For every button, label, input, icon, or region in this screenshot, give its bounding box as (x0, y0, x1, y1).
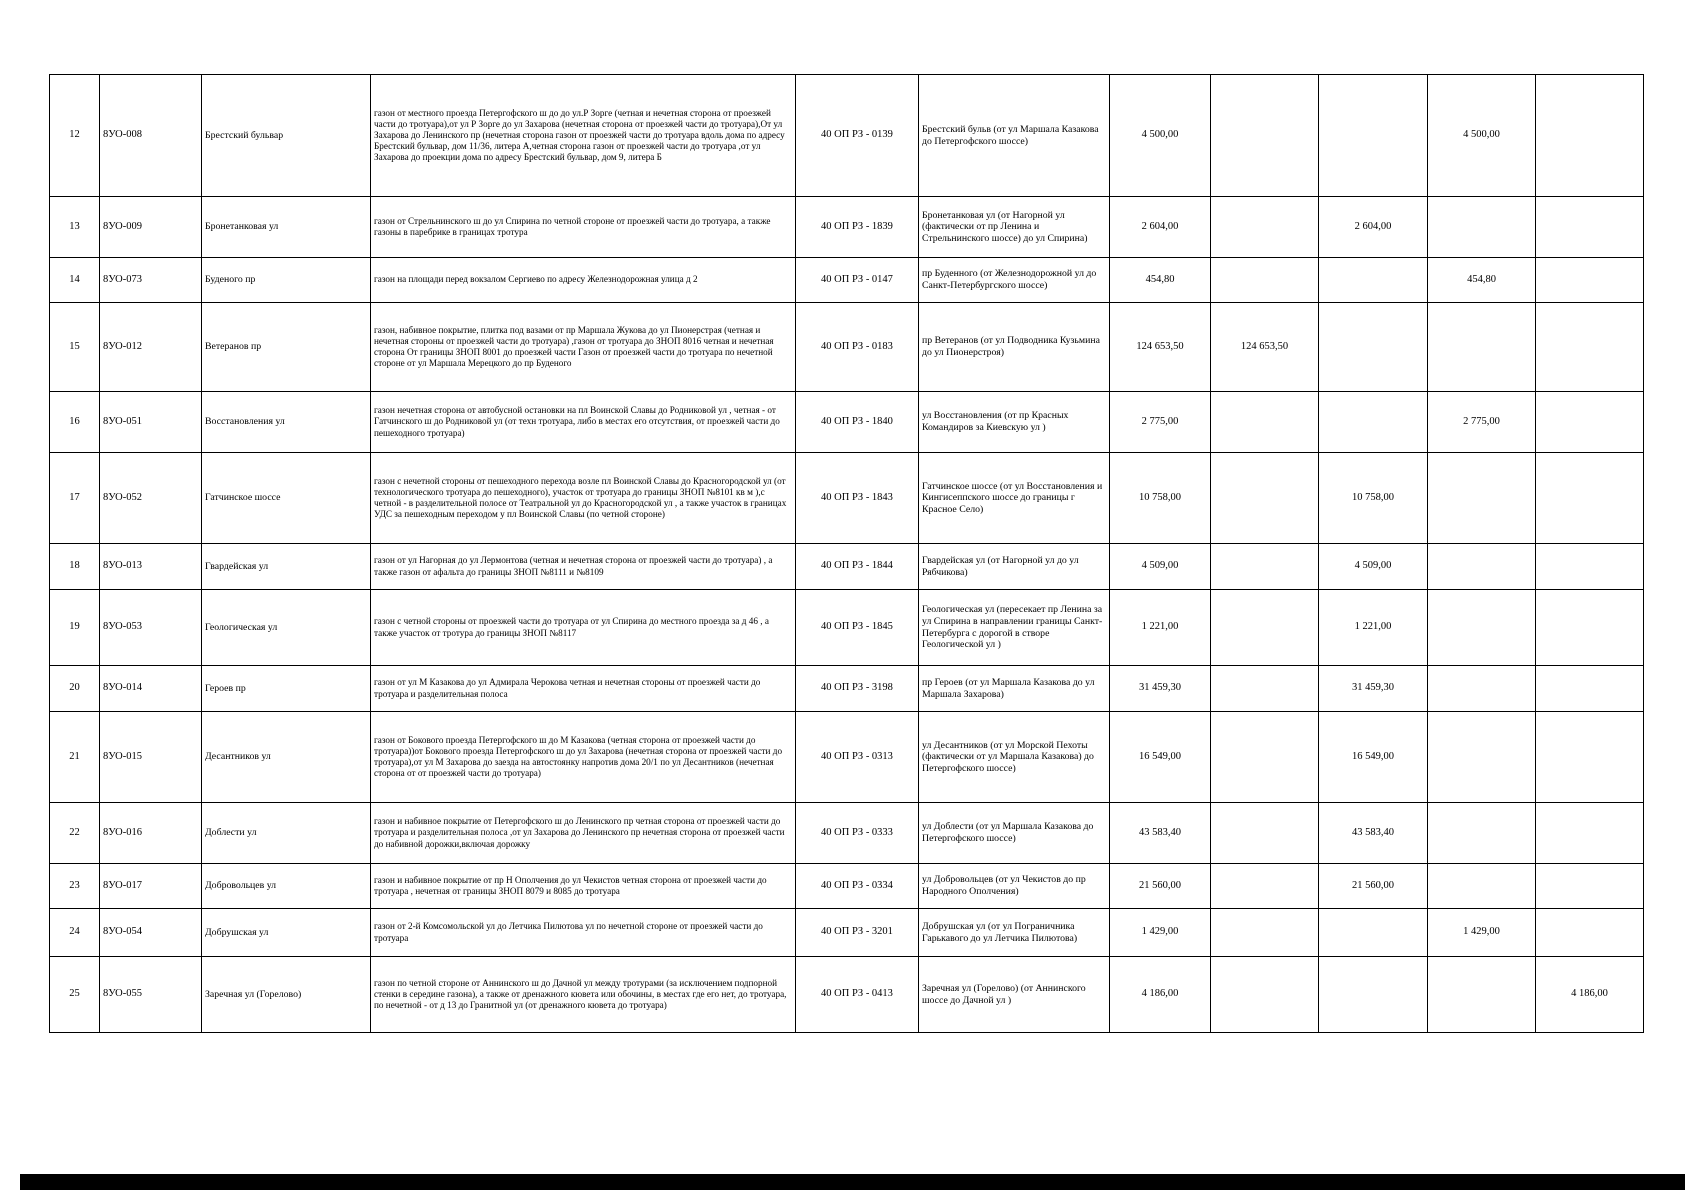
area-col-3 (1428, 303, 1536, 392)
table-row (50, 590, 1644, 666)
road-object: ул Десантников (от ул Морской Пехоты (фактически от ул Маршала Казакова) до Петергофского шоссе) (919, 712, 1110, 803)
area-col-3 (1428, 197, 1536, 258)
area-total: 1 429,00 (1110, 909, 1211, 957)
area-col-1 (1211, 957, 1319, 1033)
area-col-3 (1428, 803, 1536, 864)
table-row (50, 712, 1644, 803)
area-col-4 (1536, 590, 1644, 666)
area-total: 16 549,00 (1110, 712, 1211, 803)
object-code: 8УО-014 (100, 666, 202, 712)
area-col-4 (1536, 392, 1644, 453)
area-col-1 (1211, 590, 1319, 666)
area-total: 4 186,00 (1110, 957, 1211, 1033)
road-object: Брестский бульв (от ул Маршала Казакова до Петергофского шоссе) (919, 75, 1110, 197)
area-col-2 (1319, 392, 1428, 453)
road-object: Добрушская ул (от ул Пограничника Гарькавого до ул Летчика Пилютова) (919, 909, 1110, 957)
object-code: 8УО-055 (100, 957, 202, 1033)
lawn-description: газон с четной стороны от проезжей части до тротуара от ул Спирина до местного проезда за д 46 , а также участок от тротура до границы ЗНОП №8117 (371, 590, 796, 666)
object-code: 8УО-008 (100, 75, 202, 197)
table-row (50, 303, 1644, 392)
lawn-description: газон на площади перед вокзалом Сергиево по адресу Железнодорожная улица д 2 (371, 258, 796, 303)
area-total: 43 583,40 (1110, 803, 1211, 864)
registry-number: 40 ОП РЗ - 3201 (796, 909, 919, 957)
road-object: ул Доблести (от ул Маршала Казакова до Петергофского шоссе) (919, 803, 1110, 864)
row-number: 12 (50, 75, 100, 197)
area-col-1 (1211, 909, 1319, 957)
lawn-description: газон с нечетной стороны от пешеходного перехода возле пл Воинской Славы до Красногородской ул (от технологического тротуара до пешеходного), участок от тротуара до границы ЗНОП №8101 кв м ),с четной - в разделительной полосе от Театральной ул до Красногородской ул , а также участок в границах УДС за пешеходным переходом у пл Воинской Славы (по четной стороне) (371, 453, 796, 544)
table-row (50, 909, 1644, 957)
area-col-1 (1211, 666, 1319, 712)
area-col-3: 2 775,00 (1428, 392, 1536, 453)
street-name: Героев пр (202, 666, 371, 712)
table-row (50, 453, 1644, 544)
area-col-2: 16 549,00 (1319, 712, 1428, 803)
area-col-3: 454,80 (1428, 258, 1536, 303)
area-col-4 (1536, 544, 1644, 590)
page-footer-bar (20, 1174, 1685, 1190)
area-col-3 (1428, 453, 1536, 544)
area-total: 4 509,00 (1110, 544, 1211, 590)
row-number: 20 (50, 666, 100, 712)
area-col-4 (1536, 75, 1644, 197)
area-col-2 (1319, 909, 1428, 957)
table-row (50, 197, 1644, 258)
area-col-3: 4 500,00 (1428, 75, 1536, 197)
street-name: Добрушская ул (202, 909, 371, 957)
object-code: 8УО-009 (100, 197, 202, 258)
street-name: Восстановления ул (202, 392, 371, 453)
registry-number: 40 ОП РЗ - 0183 (796, 303, 919, 392)
area-col-1 (1211, 75, 1319, 197)
area-col-4 (1536, 453, 1644, 544)
lawn-description: газон от ул Нагорная до ул Лермонтова (четная и нечетная сторона от проезжей части до тротуара) , а также газон от афальта до границы ЗНОП №8111 и №8109 (371, 544, 796, 590)
table-row (50, 864, 1644, 909)
area-col-3 (1428, 544, 1536, 590)
area-col-4 (1536, 197, 1644, 258)
area-col-2: 21 560,00 (1319, 864, 1428, 909)
registry-number: 40 ОП РЗ - 0413 (796, 957, 919, 1033)
row-number: 19 (50, 590, 100, 666)
object-code: 8УО-015 (100, 712, 202, 803)
area-col-1 (1211, 544, 1319, 590)
registry-number: 40 ОП РЗ - 1845 (796, 590, 919, 666)
area-col-1 (1211, 864, 1319, 909)
table-row (50, 803, 1644, 864)
street-name: Заречная ул (Горелово) (202, 957, 371, 1033)
street-name: Добровольцев ул (202, 864, 371, 909)
area-total: 124 653,50 (1110, 303, 1211, 392)
area-col-2: 2 604,00 (1319, 197, 1428, 258)
object-code: 8УО-052 (100, 453, 202, 544)
area-col-3: 1 429,00 (1428, 909, 1536, 957)
row-number: 23 (50, 864, 100, 909)
lawn-description: газон, набивное покрытие, плитка под вазами от пр Маршала Жукова до ул Пионерстрая (четная и нечетная стороны от проезжей части до тротуара) ,газон от тротуара до ЗНОП 8016 четная и нечетная сторона От границы ЗНОП 8001 до проезжей части Газон от проезжей части до тротуара по нечетной стороне от ул Маршала Мерецкого до пр Буденого (371, 303, 796, 392)
road-object: ул Восстановления (от пр Красных Командиров за Киевскую ул ) (919, 392, 1110, 453)
road-object: Заречная ул (Горелово) (от Аннинского шоссе до Дачной ул ) (919, 957, 1110, 1033)
area-col-4 (1536, 712, 1644, 803)
row-number: 18 (50, 544, 100, 590)
row-number: 21 (50, 712, 100, 803)
street-name: Буденого пр (202, 258, 371, 303)
area-total: 1 221,00 (1110, 590, 1211, 666)
row-number: 17 (50, 453, 100, 544)
area-col-3 (1428, 957, 1536, 1033)
area-col-1 (1211, 712, 1319, 803)
road-object: Геологическая ул (пересекает пр Ленина за ул Спирина в направлении границы Санкт-Петербурга с дорогой в створе Геологической ул ) (919, 590, 1110, 666)
area-col-1 (1211, 258, 1319, 303)
registry-number: 40 ОП РЗ - 1839 (796, 197, 919, 258)
row-number: 16 (50, 392, 100, 453)
area-col-2: 31 459,30 (1319, 666, 1428, 712)
object-code: 8УО-012 (100, 303, 202, 392)
street-name: Бронетанковая ул (202, 197, 371, 258)
area-col-4 (1536, 303, 1644, 392)
road-object: Гатчинское шоссе (от ул Восстановления и Кингисеппского шоссе до границы г Красное Село) (919, 453, 1110, 544)
area-total: 2 775,00 (1110, 392, 1211, 453)
object-code: 8УО-073 (100, 258, 202, 303)
area-col-3 (1428, 666, 1536, 712)
area-col-1 (1211, 803, 1319, 864)
registry-number: 40 ОП РЗ - 0147 (796, 258, 919, 303)
area-col-4: 4 186,00 (1536, 957, 1644, 1033)
area-col-2: 1 221,00 (1319, 590, 1428, 666)
area-col-2: 4 509,00 (1319, 544, 1428, 590)
area-col-2 (1319, 957, 1428, 1033)
lawn-description: газон от местного проезда Петергофского ш до до ул.Р Зорге (четная и нечетная сторона от проезжей части до тротуара),от ул Р Зорге до ул Захарова (нечетная сторона от проезжей части до тротуара),От ул Захарова до Ленинского пр (нечетная сторона газон от проезжей части до тротуара вдоль дома по адресу Брестский бульвар, дом 11/36, литера А,четная сторона газон от проезжей части до тротуара ,от ул Захарова до проекции дома по адресу Брестский бульвар, дом 9, литера Б (371, 75, 796, 197)
street-name: Доблести ул (202, 803, 371, 864)
street-name: Брестский бульвар (202, 75, 371, 197)
lawn-description: газон по четной стороне от Аннинского ш до Дачной ул между тротурами (за исключением подпорной стенки в середине газона), а также от дренажного кювета или обочины, в местах где его нет, до тротуара, по нечетной - от д 13 до Гранитной ул (от дренажного кювета до тротуара) (371, 957, 796, 1033)
road-object: пр Героев (от ул Маршала Казакова до ул Маршала Захарова) (919, 666, 1110, 712)
row-number: 24 (50, 909, 100, 957)
lawn-description: газон нечетная сторона от автобусной остановки на пл Воинской Славы до Родниковой ул , четная - от Гатчинского ш до Родниковой ул (от техн тротуара, либо в местах его отсутствия, от проезжей части до пешеходного тротуара) (371, 392, 796, 453)
road-object: ул Добровольцев (от ул Чекистов до пр Народного Ополчения) (919, 864, 1110, 909)
road-object: пр Ветеранов (от ул Подводника Кузьмина до ул Пионерстроя) (919, 303, 1110, 392)
area-col-4 (1536, 864, 1644, 909)
registry-number: 40 ОП РЗ - 3198 (796, 666, 919, 712)
row-number: 15 (50, 303, 100, 392)
data-table (49, 74, 1644, 1033)
object-code: 8УО-013 (100, 544, 202, 590)
lawn-description: газон и набивное покрытие от пр Н Ополчения до ул Чекистов четная сторона от проезжей части до тротуара , нечетная от границы ЗНОП 8079 и 8085 до тротуара (371, 864, 796, 909)
registry-number: 40 ОП РЗ - 0139 (796, 75, 919, 197)
lawn-description: газон от 2-й Комсомольской ул до Летчика Пилютова ул по нечетной стороне от проезжей части до тротуара (371, 909, 796, 957)
road-object: Гвардейская ул (от Нагорной ул до ул Рябчикова) (919, 544, 1110, 590)
object-code: 8УО-051 (100, 392, 202, 453)
object-code: 8УО-053 (100, 590, 202, 666)
row-number: 22 (50, 803, 100, 864)
street-name: Десантников ул (202, 712, 371, 803)
lawn-description: газон от Бокового проезда Петергофского ш до М Казакова (четная сторона от проезжей части до тротуара))от Бокового проезда Петергофского ш до ул Захарова (нечетная сторона от проезжей части до тротуара),от ул М Захарова до заезда на автостоянку напротив дома 20/1 по ул Десантников (нечетная сторона от от проезжей части до тротуара) (371, 712, 796, 803)
road-object: пр Буденного (от Железнодорожной ул до Санкт-Петербургского шоссе) (919, 258, 1110, 303)
street-name: Гвардейская ул (202, 544, 371, 590)
area-col-2: 10 758,00 (1319, 453, 1428, 544)
area-total: 21 560,00 (1110, 864, 1211, 909)
area-col-2 (1319, 75, 1428, 197)
area-col-4 (1536, 909, 1644, 957)
lawn-description: газон от ул М Казакова до ул Адмирала Черокова четная и нечетная стороны от проезжей части до тротуара и разделительная полоса (371, 666, 796, 712)
area-col-4 (1536, 258, 1644, 303)
row-number: 14 (50, 258, 100, 303)
lawn-description: газон от Стрельнинского ш до ул Спирина по четной стороне от проезжей части до тротуара, а также газоны в паребрике в границах тротура (371, 197, 796, 258)
table-row (50, 258, 1644, 303)
registry-number: 40 ОП РЗ - 1843 (796, 453, 919, 544)
street-name: Ветеранов пр (202, 303, 371, 392)
table-row (50, 957, 1644, 1033)
area-col-2: 43 583,40 (1319, 803, 1428, 864)
area-col-3 (1428, 864, 1536, 909)
registry-number: 40 ОП РЗ - 0313 (796, 712, 919, 803)
row-number: 13 (50, 197, 100, 258)
street-name: Гатчинское шоссе (202, 453, 371, 544)
area-col-3 (1428, 712, 1536, 803)
object-code: 8УО-054 (100, 909, 202, 957)
registry-number: 40 ОП РЗ - 0334 (796, 864, 919, 909)
table-row (50, 666, 1644, 712)
area-col-4 (1536, 803, 1644, 864)
area-col-3 (1428, 590, 1536, 666)
area-total: 31 459,30 (1110, 666, 1211, 712)
object-code: 8УО-016 (100, 803, 202, 864)
registry-number: 40 ОП РЗ - 0333 (796, 803, 919, 864)
area-col-1 (1211, 453, 1319, 544)
area-col-1 (1211, 392, 1319, 453)
area-col-2 (1319, 303, 1428, 392)
table-row (50, 392, 1644, 453)
area-col-2 (1319, 258, 1428, 303)
table-row (50, 75, 1644, 197)
area-col-4 (1536, 666, 1644, 712)
table-row (50, 544, 1644, 590)
registry-number: 40 ОП РЗ - 1844 (796, 544, 919, 590)
area-total: 2 604,00 (1110, 197, 1211, 258)
lawn-description: газон и набивное покрытие от Петергофского ш до Ленинского пр четная сторона от проезжей части до тротуара и разделительная полоса ,от ул Захарова до Ленинского пр нечетная сторона от проезжей части до набивной дорожки,включая дорожку (371, 803, 796, 864)
area-col-1: 124 653,50 (1211, 303, 1319, 392)
row-number: 25 (50, 957, 100, 1033)
area-total: 454,80 (1110, 258, 1211, 303)
road-object: Бронетанковая ул (от Нагорной ул (фактически от пр Ленина и Стрельнинского шоссе) до ул Спирина) (919, 197, 1110, 258)
area-col-1 (1211, 197, 1319, 258)
area-total: 10 758,00 (1110, 453, 1211, 544)
area-total: 4 500,00 (1110, 75, 1211, 197)
street-name: Геологическая ул (202, 590, 371, 666)
object-code: 8УО-017 (100, 864, 202, 909)
registry-number: 40 ОП РЗ - 1840 (796, 392, 919, 453)
